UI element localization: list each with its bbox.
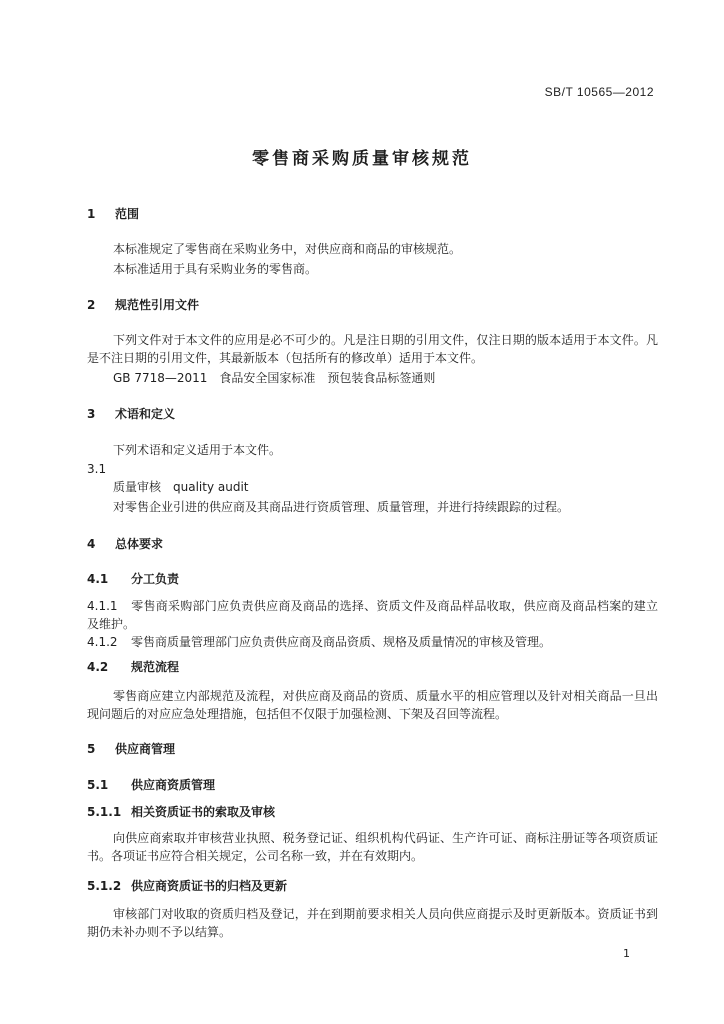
normative-reference: GB 7718—2011 食品安全国家标准 预包装食品标签通则	[113, 371, 436, 385]
clause-4-1-1	[87, 597, 658, 633]
clause-4-2-heading	[87, 658, 658, 676]
section-5-heading	[87, 740, 658, 758]
section-2-title: 规范性引用文件	[115, 298, 200, 312]
section-3-para-1: 下列术语和定义适用于本文件。	[113, 443, 282, 457]
clause-5-1-2-title: 供应商资质证书的归档及更新	[131, 879, 288, 893]
section-1-number: 1	[87, 207, 96, 221]
clause-4-1-2	[87, 633, 658, 651]
section-5-number: 5	[87, 742, 96, 756]
clause-4-2-number: 4.2	[87, 660, 109, 674]
document-title: 零售商采购质量审核规范	[252, 149, 472, 169]
section-1-heading	[87, 205, 658, 223]
section-3-title: 术语和定义	[115, 407, 176, 421]
clause-4-1-heading	[87, 570, 658, 588]
clause-4-1-2-text: 零售商质量管理部门应负责供应商及商品资质、规格及质量情况的审核及管理。	[131, 635, 552, 649]
clause-5-1-1-para: 向供应商索取并审核营业执照、税务登记证、组织机构代码证、生产许可证、商标注册证等各项资质证书。各项证书应符合相关规定，公司名称一致，并在有效期内。	[87, 831, 658, 863]
term-quality-audit: 质量审核 quality audit	[113, 480, 249, 494]
section-5-title: 供应商管理	[115, 742, 176, 756]
section-2-para-1: 下列文件对于本文件的应用是必不可少的。凡是注日期的引用文件，仅注日期的版本适用于本文件。凡是不注日期的引用文件，其最新版本（包括所有的修改单）适用于本文件。	[87, 333, 658, 365]
standard-number: SB/T 10565—2012	[544, 85, 654, 99]
clause-5-1-heading	[87, 776, 658, 794]
section-1-title: 范围	[115, 207, 140, 221]
clause-5-1-2-heading	[87, 877, 658, 895]
clause-5-1-2-para: 审核部门对收取的资质归档及登记，并在到期前要求相关人员向供应商提示及时更新版本。资质证书到期仍未补办则不予以结算。	[87, 907, 658, 939]
term-definition: 对零售企业引进的供应商及其商品进行资质管理、质量管理，并进行持续跟踪的过程。	[113, 500, 570, 514]
clause-4-2-title: 规范流程	[131, 660, 180, 674]
clause-4-1-2-number: 4.1.2	[87, 635, 118, 649]
clause-4-1-number: 4.1	[87, 572, 109, 586]
section-3-heading	[87, 405, 658, 423]
section-1-para-2: 本标准适用于具有采购业务的零售商。	[113, 262, 318, 276]
section-4-number: 4	[87, 537, 96, 551]
clause-5-1-1-number: 5.1.1	[87, 805, 122, 819]
section-3-number: 3	[87, 407, 96, 421]
clause-5-1-1-heading	[87, 803, 658, 821]
clause-5-1-2-number: 5.1.2	[87, 879, 122, 893]
page-number: 1	[623, 947, 630, 960]
clause-5-1-1-title: 相关资质证书的索取及审核	[131, 805, 276, 819]
clause-4-1-1-number: 4.1.1	[87, 599, 118, 613]
section-4-title: 总体要求	[115, 537, 164, 551]
section-1-para-1: 本标准规定了零售商在采购业务中，对供应商和商品的审核规范。	[113, 242, 462, 256]
section-4-heading	[87, 535, 658, 553]
clause-4-2-para: 零售商应建立内部规范及流程，对供应商及商品的资质、质量水平的相应管理以及针对相关商品一旦出现问题后的对应应急处理措施，包括但不仅限于加强检测、下架及召回等流程。	[87, 689, 658, 721]
clause-4-1-title: 分工负责	[131, 572, 180, 586]
section-2-number: 2	[87, 298, 96, 312]
clause-4-1-1-text: 零售商采购部门应负责供应商及商品的选择、资质文件及商品样品收取，供应商及商品档案的建立及维护。	[87, 599, 658, 631]
section-2-heading	[87, 296, 658, 314]
clause-5-1-number: 5.1	[87, 778, 109, 792]
clause-3-1-number: 3.1	[87, 462, 107, 476]
clause-5-1-title: 供应商资质管理	[131, 778, 216, 792]
